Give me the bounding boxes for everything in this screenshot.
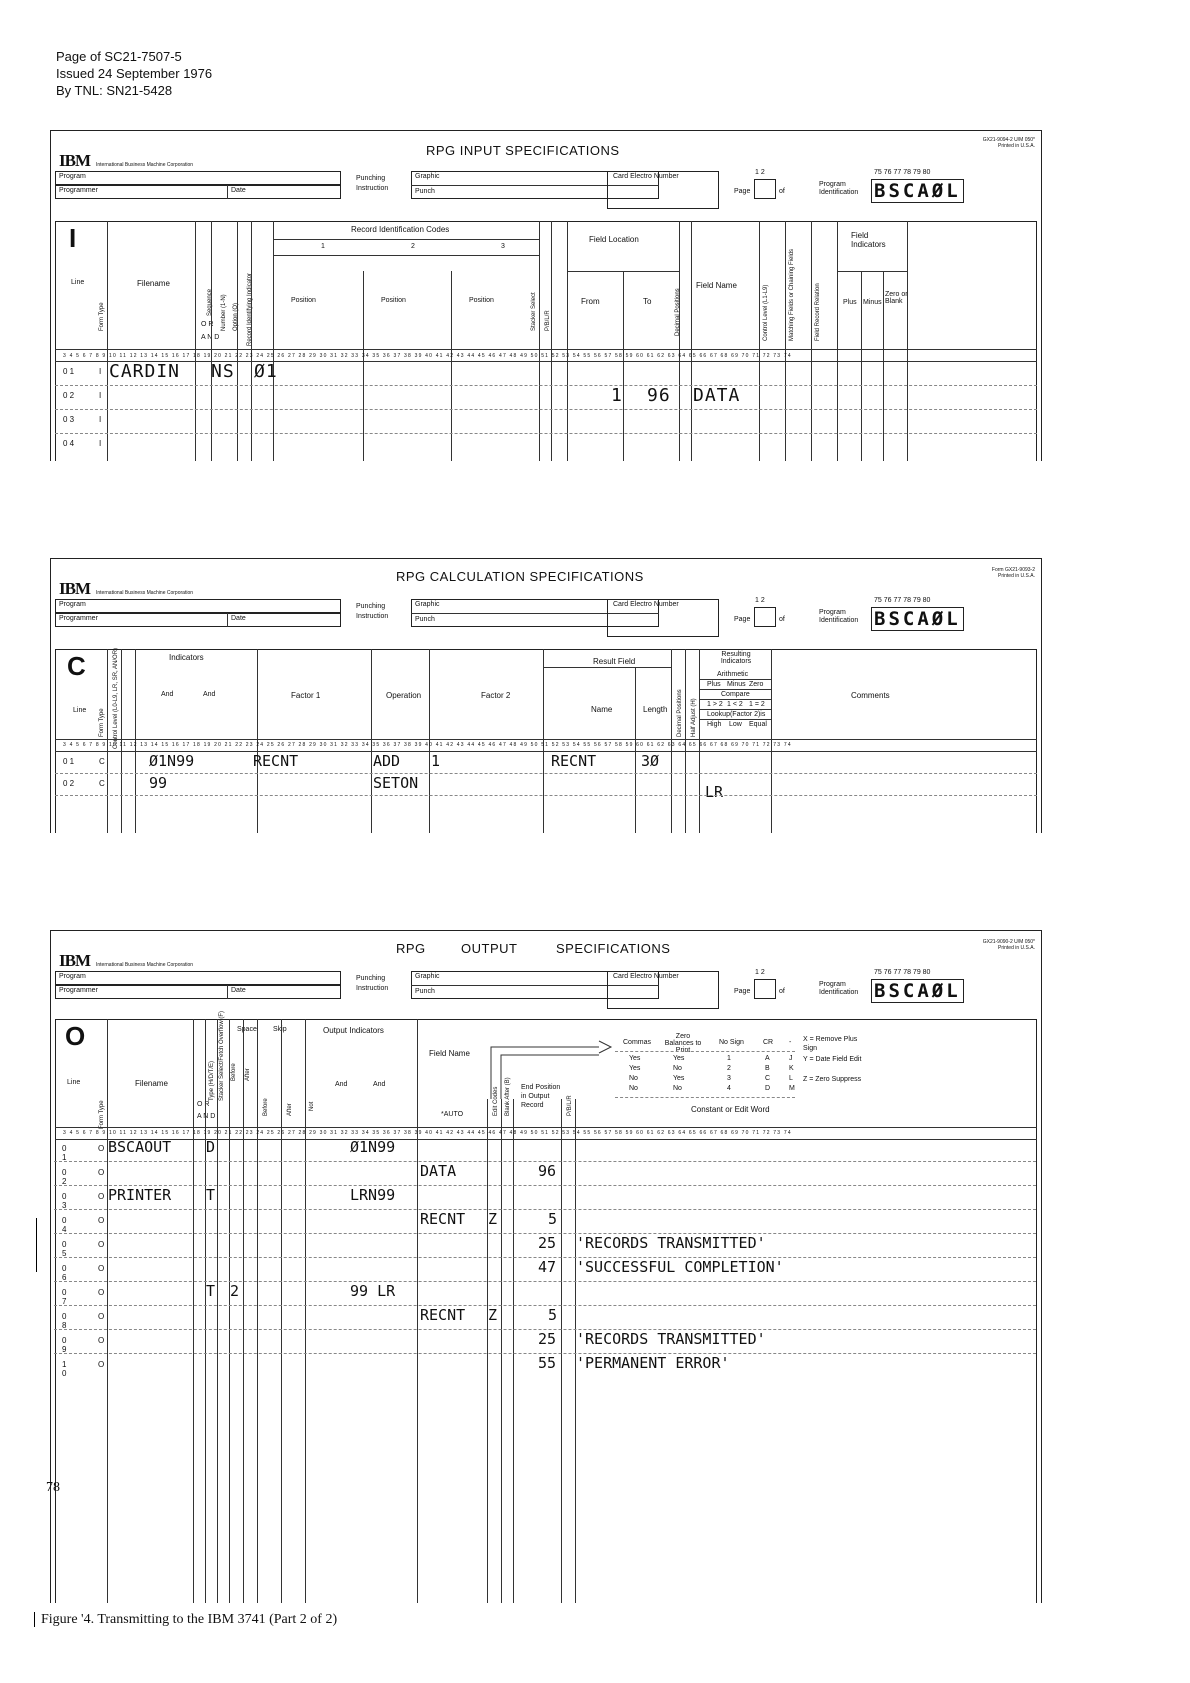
figure-caption: Figure '4. Transmitting to the IBM 3741 (Part 2 of 2) — [34, 1612, 337, 1628]
length-label: Length — [643, 705, 668, 714]
code2-label: 2 — [411, 243, 415, 250]
date-label: Date — [231, 187, 246, 194]
row-form-type: I — [99, 439, 102, 448]
card-electro-label: Card Electro Number — [613, 601, 679, 608]
page-nums: 1 2 — [755, 597, 765, 604]
instruction-label: Instruction — [356, 185, 389, 192]
row-length: 3Ø — [641, 752, 660, 770]
id-nums: 75 76 77 78 79 80 — [874, 169, 931, 176]
minus-label: Minus — [863, 299, 882, 306]
low-label: Low — [729, 721, 742, 728]
of-label: of — [779, 616, 785, 623]
row-end-position: 47 — [538, 1258, 557, 1276]
to-label: To — [643, 297, 652, 306]
filename-label: Filename — [135, 1079, 168, 1088]
row-line: 0 2 — [62, 1168, 67, 1186]
minus-label: - — [789, 1039, 792, 1046]
cr-value: B — [765, 1065, 770, 1072]
row-line: 0 4 — [63, 439, 75, 448]
instruction-label: Instruction — [356, 613, 389, 620]
page-nums: 1 2 — [755, 169, 765, 176]
position-label-2: Position — [381, 297, 406, 304]
record-id-codes-label: Record Identification Codes — [351, 225, 450, 234]
programmer-label: Programmer — [59, 187, 98, 194]
row-line: 0 5 — [62, 1240, 67, 1258]
form-letter: O — [65, 1021, 86, 1051]
program-label: Program — [59, 973, 86, 980]
row-end-position: 25 — [538, 1234, 557, 1252]
row-indicators: LRN99 — [350, 1186, 396, 1204]
row-form-type: O — [98, 1192, 105, 1201]
row-constant: 'PERMANENT ERROR' — [576, 1354, 730, 1372]
row-line: 0 2 — [63, 391, 75, 400]
programmer-label: Programmer — [59, 987, 98, 994]
or-label: O R — [201, 321, 214, 328]
auto-label: *AUTO — [441, 1111, 464, 1118]
blank-after-label: Blank After (B) — [505, 1077, 511, 1116]
equal-label: Equal — [749, 721, 767, 728]
row-end-position: 96 — [538, 1162, 557, 1180]
row-constant: 'RECORDS TRANSMITTED' — [576, 1330, 766, 1348]
and-label-2: And — [373, 1081, 386, 1088]
row-line: 0 9 — [62, 1336, 67, 1354]
form-number: Form GX21-9093-2 Printed in U.S.A. — [991, 567, 1035, 579]
row-factor2: 1 — [431, 752, 441, 770]
from-label: From — [581, 297, 600, 306]
constant-label: Constant or Edit Word — [691, 1105, 770, 1114]
field-name-label: Field Name — [696, 281, 737, 290]
form-title-rpg: RPG — [396, 941, 426, 956]
option-label: Option (O) — [233, 302, 239, 331]
row-end-position: 55 — [538, 1354, 557, 1372]
row-form-type: I — [99, 367, 102, 376]
punching-label: Punching — [356, 975, 386, 982]
comments-label: Comments — [851, 691, 890, 700]
row-indicator: Ø1 — [254, 361, 278, 382]
position-label-3: Position — [469, 297, 494, 304]
commas-value: No — [629, 1075, 638, 1082]
row-field-name: DATA — [420, 1162, 457, 1180]
row-line: 0 1 — [63, 757, 75, 766]
row-form-type: O — [98, 1264, 105, 1273]
punch-label: Punch — [415, 616, 435, 623]
page-field[interactable] — [754, 979, 776, 999]
field-location-label: Field Location — [589, 235, 639, 244]
stacker-label: Stacker Select/Fetch Overflow (F) — [219, 1010, 225, 1101]
input-spec-grid — [55, 221, 1037, 461]
row-form-type: O — [98, 1336, 105, 1345]
zero-value: No — [673, 1085, 682, 1092]
edit-codes-label: Edit Codes — [493, 1086, 499, 1116]
row-line: 0 4 — [62, 1216, 67, 1234]
row-edit-code: Z — [488, 1210, 498, 1228]
zero-value: No — [673, 1065, 682, 1072]
row-form-type: O — [98, 1216, 105, 1225]
field-indicators-label: Field Indicators — [851, 231, 886, 249]
of-label: of — [779, 988, 785, 995]
punching-label: Punching — [356, 603, 386, 610]
and-label-1: And — [335, 1081, 348, 1088]
control-level-label: Control Level (L0-L9, LR, SR, AN/OR) — [113, 647, 119, 749]
sequence-label: Sequence — [207, 288, 213, 316]
id-nums: 75 76 77 78 79 80 — [874, 969, 931, 976]
space-label: Space — [237, 1026, 257, 1033]
program-id-label: Program Identification — [819, 181, 859, 196]
row-to: 96 — [647, 385, 671, 406]
record-ind-label: Record Identifying Indicator — [247, 272, 253, 346]
control-level-label: Control Level (L1-L9) — [763, 284, 769, 341]
decimal-label: Decimal Positions — [677, 689, 683, 737]
zero-label: Zero — [749, 681, 764, 688]
program-identification[interactable]: BSCAØL — [871, 607, 964, 631]
edit-arrow-icon — [487, 1031, 617, 1101]
graphic-label: Graphic — [415, 973, 440, 980]
row-line: 0 6 — [62, 1264, 67, 1282]
nosign-value: 4 — [727, 1085, 731, 1092]
program-identification[interactable]: BSCAØL — [871, 979, 964, 1003]
cr-label: CR — [763, 1039, 774, 1046]
decimal-label: Decimal Positions — [675, 288, 681, 336]
output-indicators-label: Output Indicators — [323, 1026, 384, 1035]
form-type-label: Form Type — [99, 302, 105, 331]
zero-label: Zero or Blank — [885, 291, 908, 305]
row-line: 0 7 — [62, 1288, 67, 1306]
form-number: GX21-9090-2 U/M 050* Printed in U.S.A. — [982, 939, 1035, 951]
row-result: RECNT — [551, 752, 597, 770]
name-label: Name — [591, 705, 613, 714]
row-filename: CARDIN — [109, 361, 181, 382]
page-label: Page — [734, 616, 751, 623]
change-bar — [36, 1218, 37, 1272]
form-type-label: Form Type — [99, 1100, 105, 1129]
row-filename: PRINTER — [108, 1186, 172, 1204]
program-field[interactable] — [55, 599, 341, 613]
calc-spec-grid — [55, 649, 1037, 833]
operation-label: Operation — [386, 691, 422, 700]
compare-1-label: 1 > 2 — [707, 701, 723, 708]
half-adjust-label: Half Adjust (H) — [691, 698, 697, 737]
compare-2-label: 1 < 2 — [727, 701, 743, 708]
form-title-output: OUTPUT — [461, 941, 518, 956]
commas-label: Commas — [623, 1039, 652, 1046]
nosign-value: 2 — [727, 1065, 731, 1072]
row-form-type: O — [98, 1168, 105, 1177]
and-label-1: And — [161, 691, 174, 698]
column-numbers: 3 4 5 6 7 8 9 10 11 12 13 14 15 16 17 18 19 20 21 22 23 24 25 26 27 28 29 30 31 32 33 34 35 36 37 38 39 40 41 42 43 44 45 46 47 48 49 50 51 52 53 54 55 56 57 58 59 60 61 62 63 64 65 66 67 68 69 70 71 72 73 74 — [63, 1130, 792, 1136]
code3-label: 3 — [501, 243, 505, 250]
page-field[interactable] — [754, 179, 776, 199]
row-constant: 'SUCCESSFUL COMPLETION' — [576, 1258, 784, 1276]
factor2-label: Factor 2 — [481, 691, 511, 700]
cr-value: A — [765, 1055, 770, 1062]
result-field-label: Result Field — [593, 657, 636, 666]
row-type: T — [206, 1282, 216, 1300]
filename-label: Filename — [137, 279, 170, 288]
graphic-label: Graphic — [415, 601, 440, 608]
skip-after-label: After — [287, 1103, 293, 1116]
space-before-label: Before — [231, 1063, 237, 1081]
ibm-logo: IBM International Business Machine Corporation — [59, 151, 193, 170]
id-nums: 75 76 77 78 79 80 — [874, 597, 931, 604]
nosign-value: 3 — [727, 1075, 731, 1082]
row-type: D — [206, 1138, 216, 1156]
cr-value: C — [765, 1075, 771, 1082]
punching-label: Punching — [356, 175, 386, 182]
row-line: 0 8 — [62, 1312, 67, 1330]
factor1-label: Factor 1 — [291, 691, 321, 700]
row-field-name: RECNT — [420, 1306, 466, 1324]
row-form-type: O — [98, 1240, 105, 1249]
row-resulting-ind: LR — [705, 783, 724, 801]
row-edit-code: Z — [488, 1306, 498, 1324]
punch-label: Punch — [415, 988, 435, 995]
row-field-name: DATA — [693, 385, 741, 406]
of-label: of — [779, 188, 785, 195]
cr-value: D — [765, 1085, 771, 1092]
z-zero-label: Z = Zero Suppress — [803, 1076, 862, 1083]
page-number: 78 — [46, 1480, 60, 1495]
row-line: 0 3 — [63, 415, 75, 424]
row-indicators: 99 LR — [350, 1282, 396, 1300]
minus-value: M — [789, 1085, 795, 1092]
input-specifications-form — [50, 130, 1042, 461]
zero-value: Yes — [673, 1075, 685, 1082]
program-label: Program — [59, 601, 86, 608]
not-label: Not — [309, 1101, 315, 1111]
and-label: A N D — [201, 334, 220, 341]
row-line: 0 2 — [63, 779, 75, 788]
row-end-position: 5 — [548, 1210, 558, 1228]
form-letter: C — [67, 651, 86, 681]
program-id-label: Program Identification — [819, 981, 859, 996]
or-label: O R — [197, 1101, 210, 1108]
resulting-label: Resulting Indicators — [720, 651, 752, 665]
form-letter: I — [69, 223, 77, 253]
date-label: Date — [231, 987, 246, 994]
ibm-logo: IBM International Business Machine Corporation — [59, 951, 193, 970]
y-date-label: Y = Date Field Edit — [803, 1056, 862, 1063]
line-label: Line — [73, 707, 87, 714]
column-numbers: 3 4 5 6 7 8 9 10 11 12 13 14 15 16 17 18 19 20 21 22 23 24 25 26 27 28 29 30 31 32 33 34 35 36 37 38 39 40 41 42 43 44 45 46 47 48 49 50 51 52 53 54 55 56 57 58 59 60 61 62 63 64 65 66 67 68 69 70 71 72 73 74 — [63, 742, 792, 748]
row-form-type: C — [99, 779, 105, 788]
form-title: RPG CALCULATION SPECIFICATIONS — [396, 569, 644, 584]
row-end-position: 5 — [548, 1306, 558, 1324]
arithmetic-label: Arithmetic — [717, 671, 749, 678]
row-factor1: RECNT — [253, 752, 299, 770]
program-field[interactable] — [55, 971, 341, 985]
card-electro-label: Card Electro Number — [613, 173, 679, 180]
compare-3-label: 1 = 2 — [749, 701, 765, 708]
row-type: T — [206, 1186, 216, 1204]
row-form-type: C — [99, 757, 105, 766]
row-sequence: NS — [211, 361, 235, 382]
card-electro-label: Card Electro Number — [613, 973, 679, 980]
number-label: Number (1-N) — [221, 294, 227, 331]
x-remove-label: X = Remove Plus Sign — [803, 1036, 858, 1052]
row-indicators: Ø1N99 — [149, 752, 195, 770]
row-form-type: O — [98, 1144, 105, 1153]
skip-before-label: Before — [263, 1098, 269, 1116]
row-form-type: O — [98, 1288, 105, 1297]
high-label: High — [707, 721, 722, 728]
program-id-label: Program Identification — [819, 609, 859, 624]
row-operation: SETON — [373, 774, 419, 792]
commas-value: Yes — [629, 1065, 641, 1072]
form-title-specifications: SPECIFICATIONS — [556, 941, 671, 956]
page-label: Page — [734, 188, 751, 195]
minus-value: K — [789, 1065, 794, 1072]
program-label: Program — [59, 173, 86, 180]
punch-label: Punch — [415, 188, 435, 195]
row-indicators: 99 — [149, 774, 168, 792]
line-label: Line — [67, 1079, 81, 1086]
row-line: 1 0 — [62, 1360, 67, 1378]
row-skip: 2 — [230, 1282, 240, 1300]
pblr-label: P/B/L/R — [567, 1095, 573, 1116]
row-form-type: I — [99, 415, 102, 424]
skip-label: Skip — [273, 1026, 287, 1033]
date-label: Date — [231, 615, 246, 622]
programmer-label: Programmer — [59, 615, 98, 622]
row-operation: ADD — [373, 752, 401, 770]
row-line: 0 1 — [63, 367, 75, 376]
calculation-specifications-form — [50, 558, 1042, 833]
header-line-3: By TNL: SN21-5428 — [56, 83, 173, 98]
ibm-logo: IBM International Business Machine Corporation — [59, 579, 193, 598]
row-form-type: O — [98, 1360, 105, 1369]
field-record-label: Field Record Relation — [815, 283, 821, 341]
row-field-name: RECNT — [420, 1210, 466, 1228]
row-line: 0 1 — [62, 1144, 67, 1162]
header-line-1: Page of SC21-7507-5 — [56, 49, 182, 64]
field-name-label: Field Name — [429, 1049, 470, 1058]
program-identification[interactable]: BSCAØL — [871, 179, 964, 203]
lookup-label: Lookup(Factor 2)is — [707, 711, 766, 718]
row-form-type: O — [98, 1312, 105, 1321]
row-from: 1 — [611, 385, 623, 406]
minus-value: L — [789, 1075, 793, 1082]
compare-label: Compare — [721, 691, 750, 698]
row-form-type: I — [99, 391, 102, 400]
and-label-2: And — [203, 691, 216, 698]
row-line: 0 3 — [62, 1192, 67, 1210]
zero-value: Yes — [673, 1055, 685, 1062]
row-constant: 'RECORDS TRANSMITTED' — [576, 1234, 766, 1252]
form-number: GX21-9094-2 U/M 050* Printed in U.S.A. — [982, 137, 1035, 149]
page-label: Page — [734, 988, 751, 995]
instruction-label: Instruction — [356, 985, 389, 992]
minus-label: Minus — [727, 681, 746, 688]
line-label: Line — [71, 279, 85, 286]
commas-value: Yes — [629, 1055, 641, 1062]
column-numbers: 3 4 5 6 7 8 9 10 11 12 13 14 15 16 17 18 19 20 21 22 23 24 25 26 27 28 29 30 31 32 33 34 35 36 37 38 39 40 41 42 43 44 45 46 47 48 49 50 51 52 53 54 55 56 57 58 59 60 61 62 63 64 65 66 67 68 69 70 71 72 73 74 — [63, 353, 792, 359]
code1-label: 1 — [321, 243, 325, 250]
end-position-label: End Position in Output Record — [521, 1084, 561, 1109]
plus-label: Plus — [707, 681, 721, 688]
row-indicators: Ø1N99 — [350, 1138, 396, 1156]
header-line-2: Issued 24 September 1976 — [56, 66, 213, 81]
indicators-label: Indicators — [169, 653, 204, 662]
and-label: A N D — [197, 1113, 216, 1120]
commas-value: No — [629, 1085, 638, 1092]
program-field[interactable] — [55, 171, 341, 185]
pblr-label: P/B/L/R — [545, 310, 551, 331]
matching-label: Matching Fields or Chaining Fields — [789, 248, 795, 341]
row-end-position: 25 — [538, 1330, 557, 1348]
page-nums: 1 2 — [755, 969, 765, 976]
form-type-label: Form Type — [99, 708, 105, 737]
position-label-1: Position — [291, 297, 316, 304]
minus-value: J — [789, 1055, 793, 1062]
page-field[interactable] — [754, 607, 776, 627]
zero-balances-label: Zero Balances to Print — [664, 1033, 702, 1054]
row-filename: BSCAOUT — [108, 1138, 172, 1156]
no-sign-label: No Sign — [719, 1039, 744, 1046]
plus-label: Plus — [843, 299, 857, 306]
space-after-label: After — [245, 1068, 251, 1081]
nosign-value: 1 — [727, 1055, 731, 1062]
graphic-label: Graphic — [415, 173, 440, 180]
stacker-label: Stacker Select — [531, 292, 537, 331]
type-label: Type (H/D/T/E) — [209, 1060, 215, 1101]
form-title: RPG INPUT SPECIFICATIONS — [426, 143, 620, 158]
page-header — [56, 48, 212, 99]
